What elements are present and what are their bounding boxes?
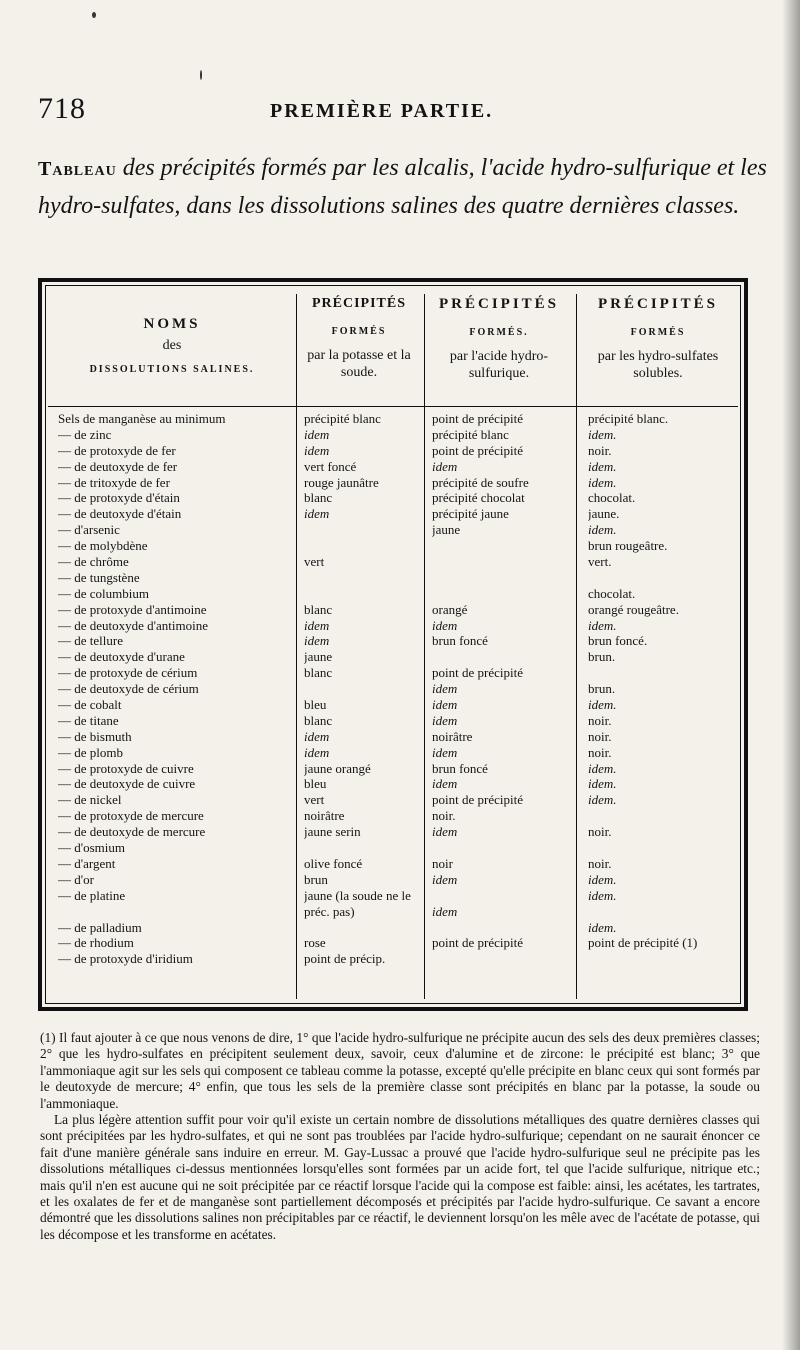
footnote-1: (1) Il faut ajouter à ce que nous venons de dire, 1° que l'acide hydro-sulfurique ne précipite aucun des sels des deux premières classes; 2° que les hydro-sulfates en précipitent seulement deux, savoir, ceux d'alumine et de zircone: le précipité est blanc; 3° que l'ammoniaque agit sur les sels qui composent ce tableau comme la potasse, excepté qu'elle précipite en blanc ceux qui sont formés par le deutoxyde de mercure; 4° enfin, que tous les sels de la première classe sont précipités en blanc par la potasse, la soude ou l'ammoniaque. <box>40 1030 760 1111</box>
title-text: des précipités formés par les alcalis, l'acide hydro-sulfurique et les hydro-sulfates, dans les dissolutions salines des quatre dernières classes. <box>38 155 767 219</box>
table-row <box>50 713 740 729</box>
row-hydrosulfates-cell: chocolat. <box>588 490 636 506</box>
header-potasse-line2: FORMÉS <box>331 326 387 337</box>
table-row <box>50 570 740 586</box>
row-acide-cell: noirâtre <box>432 728 473 744</box>
row-hydrosulfates-cell: idem. <box>588 871 617 887</box>
running-head: PREMIÈRE PARTIE. <box>270 100 494 122</box>
row-hydrosulfates-cell: noir. <box>588 744 612 760</box>
table-body <box>50 411 740 967</box>
row-acide-cell: point de précipité <box>432 792 523 808</box>
table-row <box>50 586 740 602</box>
row-name-cell: — de plomb <box>58 744 123 760</box>
row-acide-cell: idem <box>432 697 458 713</box>
row-name-cell: — d'or <box>58 871 94 887</box>
row-potasse-cell: jaune <box>304 649 333 665</box>
row-hydrosulfates-cell: orangé rougeâtre. <box>588 601 679 617</box>
row-acide-cell: idem <box>432 681 458 697</box>
row-potasse-cell: rose <box>304 935 326 951</box>
row-hydrosulfates-cell: idem. <box>588 522 617 538</box>
row-hydrosulfates-cell: brun foncé. <box>588 633 648 649</box>
row-acide-cell: point de précipité <box>432 411 523 426</box>
row-name-cell: — de protoxyde d'étain <box>58 490 180 506</box>
table-row <box>50 935 740 951</box>
row-name-cell: — de protoxyde de cuivre <box>58 760 194 776</box>
header-potasse-line1: PRÉCIPITÉS <box>311 296 407 311</box>
header-potasse-line3: par la potasse et la soude. <box>307 348 411 380</box>
table-row <box>50 920 740 936</box>
row-name-cell: — de columbium <box>58 585 149 601</box>
row-potasse-cell: vert <box>304 792 325 808</box>
row-name-cell: — de protoxyde d'antimoine <box>58 601 207 617</box>
table-row <box>50 872 740 888</box>
table-row <box>50 506 740 522</box>
row-name-cell: — de deutoxyde de cérium <box>58 681 199 697</box>
header-divider <box>48 406 738 407</box>
row-acide-cell: idem <box>432 776 458 792</box>
row-name-cell: — de protoxyde de cérium <box>58 665 198 681</box>
header-noms-line1: NOMS <box>143 316 201 332</box>
row-potasse-cell: idem <box>304 426 330 442</box>
row-name-cell: — de rhodium <box>58 935 134 951</box>
header-acide <box>424 296 574 382</box>
ink-speck <box>92 12 96 18</box>
row-name-cell: — de deutoxyde de fer <box>58 458 178 474</box>
page-number: 718 <box>38 92 86 125</box>
row-potasse-cell: olive foncé <box>304 855 363 871</box>
row-name-cell: — de tritoxyde de fer <box>58 474 170 490</box>
header-potasse <box>296 296 422 381</box>
table-row <box>50 745 740 761</box>
row-name-cell: — de chrôme <box>58 554 129 570</box>
table-row <box>50 602 740 618</box>
row-potasse-cell: point de précip. <box>304 951 386 967</box>
row-hydrosulfates-cell: noir. <box>588 442 612 458</box>
row-potasse-cell: rouge jaunâtre <box>304 474 379 490</box>
row-hydrosulfates-cell: idem. <box>588 776 617 792</box>
row-hydrosulfates-cell: point de précipité (1) <box>588 935 698 951</box>
row-hydrosulfates-cell: brun. <box>588 649 616 665</box>
row-name-cell: — d'argent <box>58 855 116 871</box>
row-hydrosulfates-cell: idem. <box>588 697 617 713</box>
row-potasse-cell: idem <box>304 633 330 649</box>
row-acide-cell: idem <box>432 903 458 919</box>
table-row <box>50 951 740 967</box>
header-acide-line3: par l'acide hydro-sulfurique. <box>449 349 549 381</box>
row-potasse-cell: blanc <box>304 712 333 728</box>
row-acide-cell: idem <box>432 871 458 887</box>
row-name-cell: — d'arsenic <box>58 522 120 538</box>
row-acide-cell: idem <box>432 744 458 760</box>
row-hydrosulfates-cell: idem. <box>588 458 617 474</box>
row-acide-cell: précipité jaune <box>432 506 509 522</box>
row-potasse-cell: blanc <box>304 665 333 681</box>
row-potasse-cell: brun <box>304 871 328 887</box>
row-hydrosulfates-cell: noir. <box>588 712 612 728</box>
row-acide-cell: idem <box>432 458 458 474</box>
row-acide-cell: noir <box>432 855 453 871</box>
row-potasse-cell: vert <box>304 554 325 570</box>
table-row <box>50 729 740 745</box>
row-name-cell: — de cobalt <box>58 697 122 713</box>
header-hydrosulfates <box>576 296 740 382</box>
row-acide-cell: point de précipité <box>432 665 523 681</box>
row-acide-cell: idem <box>432 617 458 633</box>
table-row <box>50 697 740 713</box>
row-name-cell: — de tellure <box>58 633 123 649</box>
row-name-cell: — de deutoxyde d'antimoine <box>58 617 209 633</box>
row-hydrosulfates-cell: noir. <box>588 855 612 871</box>
row-potasse-cell: idem <box>304 617 330 633</box>
row-potasse-cell: idem <box>304 442 330 458</box>
row-name-cell: — de titane <box>58 712 119 728</box>
table-row <box>50 649 740 665</box>
header-hydrosulfates-line2: FORMÉS <box>630 327 686 338</box>
header-noms-line2: des <box>162 338 182 353</box>
footnote-2: La plus légère attention suffit pour voir qu'il existe un certain nombre de dissolutions métalliques des quatre dernières classes qui sont précipitées par les hydro-sulfates, et qui ne sont pas troublées par l'acide hydro-sulfurique; cependant on ne saurait énoncer ce fait d'une manière générale sans induire en erreur. M. Gay-Lussac a prouvé que l'acide hydro-sulfurique seul ne précipite pas les dissolutions métalliques ci-dessus mentionnées lorsqu'elles sont formées par un acide fort, tel que l'acide sulfurique, nitrique etc.; mais qu'il n'en est aucune qui ne soit précipitée par ce réactif lorsque l'acide qui la compose est faible: ainsi, les acétates, les tartrates, et les oxalates de fer et de manganèse sont partiellement décomposés et précipités par l'acide hydro-sulfurique. Ce savant a encore démontré que les dissolutions salines non précipitables par ce réactif, le deviennent lorsqu'on les mêle avec de l'acétate de potasse, qui les décompose et les transforme en acétates. <box>40 1112 760 1242</box>
table-row <box>50 538 740 554</box>
row-acide-cell: point de précipité <box>432 442 523 458</box>
table-row <box>50 761 740 777</box>
table-row <box>50 665 740 681</box>
row-hydrosulfates-cell: idem. <box>588 792 617 808</box>
row-potasse-cell: bleu <box>304 697 327 713</box>
table-row <box>50 888 740 920</box>
header-hydrosulfates-line3: par les hydro-sulfates solubles. <box>597 349 719 381</box>
row-acide-cell: idem <box>432 712 458 728</box>
table-row <box>50 475 740 491</box>
row-potasse-cell: jaune (la soude ne le préc. pas) <box>304 887 411 919</box>
row-acide-cell: orangé <box>432 601 468 617</box>
row-name-cell: — de palladium <box>58 919 142 935</box>
row-hydrosulfates-cell: brun. <box>588 681 616 697</box>
table-row <box>50 856 740 872</box>
row-potasse-cell: précipité blanc <box>304 411 381 426</box>
table-row <box>50 681 740 697</box>
table-row <box>50 776 740 792</box>
row-hydrosulfates-cell: idem. <box>588 887 617 903</box>
row-name-cell: — de bismuth <box>58 728 132 744</box>
page-edge-shadow <box>782 0 800 1350</box>
row-hydrosulfates-cell: noir. <box>588 728 612 744</box>
row-acide-cell: brun foncé <box>432 760 488 776</box>
row-acide-cell: noir. <box>432 808 456 824</box>
row-name-cell: — de protoxyde d'iridium <box>58 951 193 967</box>
table-row <box>50 792 740 808</box>
header-noms-line3: DISSOLUTIONS SALINES. <box>89 364 255 375</box>
precipitate-table <box>38 278 748 1011</box>
table-row <box>50 840 740 856</box>
row-hydrosulfates-cell: vert. <box>588 554 612 570</box>
row-name-cell: — de platine <box>58 887 126 903</box>
ink-speck <box>200 70 202 80</box>
table-row <box>50 554 740 570</box>
row-acide-cell: précipité blanc <box>432 426 509 442</box>
row-name-cell: Sels de manganèse au minimum <box>58 411 226 426</box>
row-hydrosulfates-cell: idem. <box>588 760 617 776</box>
row-acide-cell: idem <box>432 824 458 840</box>
header-acide-line2: FORMÉS. <box>469 327 529 338</box>
row-name-cell: — de deutoxyde d'urane <box>58 649 185 665</box>
page-header <box>38 92 758 132</box>
row-acide-cell: point de précipité <box>432 935 523 951</box>
row-name-cell: — d'osmium <box>58 840 125 856</box>
table-row <box>50 522 740 538</box>
table-row <box>50 459 740 475</box>
table-row <box>50 618 740 634</box>
row-name-cell: — de protoxyde de fer <box>58 442 176 458</box>
table-row <box>50 427 740 443</box>
footnotes <box>40 1030 760 1243</box>
table-row <box>50 490 740 506</box>
row-potasse-cell: blanc <box>304 490 333 506</box>
header-acide-line1: PRÉCIPITÉS <box>438 296 560 312</box>
row-name-cell: — de tungstène <box>58 569 140 585</box>
row-name-cell: — de deutoxyde de mercure <box>58 824 206 840</box>
table-row <box>50 411 740 427</box>
row-name-cell: — de deutoxyde de cuivre <box>58 776 196 792</box>
header-noms <box>50 296 294 375</box>
table-inner-border <box>45 285 741 1004</box>
row-hydrosulfates-cell: noir. <box>588 824 612 840</box>
row-potasse-cell: idem <box>304 744 330 760</box>
row-potasse-cell: idem <box>304 728 330 744</box>
row-hydrosulfates-cell: idem. <box>588 919 617 935</box>
row-potasse-cell: idem <box>304 506 330 522</box>
table-row <box>50 443 740 459</box>
row-name-cell: — de zinc <box>58 426 112 442</box>
row-potasse-cell: blanc <box>304 601 333 617</box>
row-potasse-cell: vert foncé <box>304 458 357 474</box>
table-row <box>50 824 740 840</box>
row-name-cell: — de deutoxyde d'étain <box>58 506 182 522</box>
table-title <box>38 150 768 225</box>
row-hydrosulfates-cell: précipité blanc. <box>588 411 669 426</box>
row-acide-cell: précipité chocolat <box>432 490 525 506</box>
row-hydrosulfates-cell: jaune. <box>588 506 620 522</box>
row-hydrosulfates-cell: idem. <box>588 426 617 442</box>
row-potasse-cell: jaune orangé <box>304 760 371 776</box>
row-name-cell: — de nickel <box>58 792 122 808</box>
row-name-cell: — de molybdène <box>58 538 148 554</box>
row-hydrosulfates-cell: chocolat. <box>588 585 636 601</box>
table-row <box>50 808 740 824</box>
row-hydrosulfates-cell: idem. <box>588 617 617 633</box>
header-hydrosulfates-line1: PRÉCIPITÉS <box>597 296 719 312</box>
row-acide-cell: jaune <box>432 522 461 538</box>
row-potasse-cell: bleu <box>304 776 327 792</box>
title-lead: Tableau <box>38 158 117 180</box>
row-name-cell: — de protoxyde de mercure <box>58 808 204 824</box>
row-potasse-cell: jaune serin <box>304 824 361 840</box>
row-hydrosulfates-cell: brun rougeâtre. <box>588 538 668 554</box>
row-acide-cell: brun foncé <box>432 633 488 649</box>
row-hydrosulfates-cell: idem. <box>588 474 617 490</box>
row-acide-cell: précipité de soufre <box>432 474 529 490</box>
row-potasse-cell: noirâtre <box>304 808 345 824</box>
table-row <box>50 633 740 649</box>
